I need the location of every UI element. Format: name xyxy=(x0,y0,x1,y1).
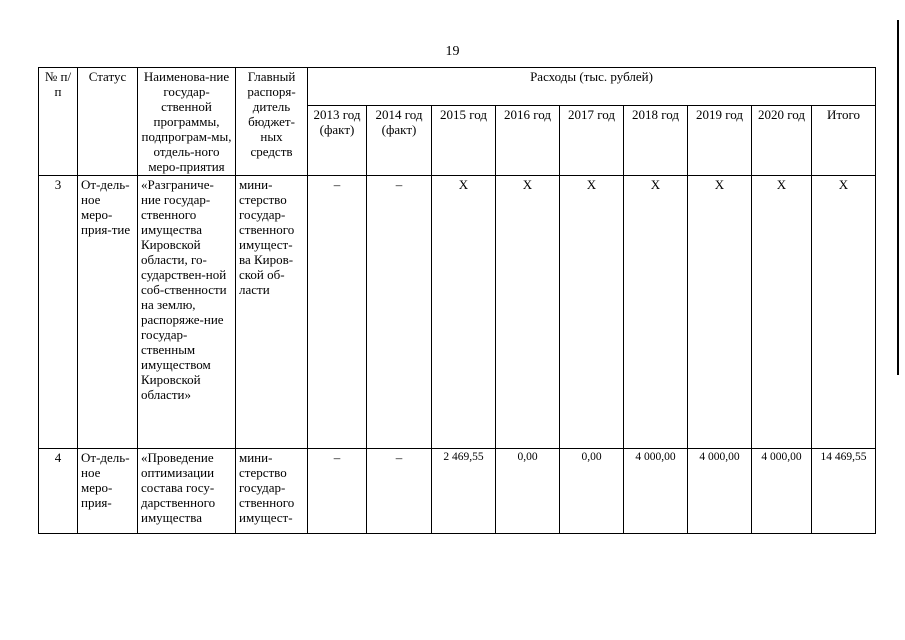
right-margin-rule xyxy=(897,20,899,375)
header-manager: Главный распоря-дитель бюджет-ных средств xyxy=(236,68,308,176)
header-year-2018: 2018 год xyxy=(624,106,688,176)
row-value-2013: – xyxy=(308,449,367,534)
row-name: «Проведение оптимизации состава госу-дарственного имущества xyxy=(138,449,236,534)
row-value-2017: Х xyxy=(560,176,624,449)
header-total: Итого xyxy=(812,106,876,176)
row-value-2014: – xyxy=(367,449,432,534)
header-year-2019: 2019 год xyxy=(688,106,752,176)
table-row xyxy=(39,176,876,449)
header-year-2013: 2013 год (факт) xyxy=(308,106,367,176)
header-no: № п/п xyxy=(39,68,78,176)
header-year-2020: 2020 год xyxy=(752,106,812,176)
row-status: От-дель-ное меро-прия- xyxy=(78,449,138,534)
row-value-2014: – xyxy=(367,176,432,449)
page-number: 19 xyxy=(445,44,460,59)
row-value-2020: Х xyxy=(752,176,812,449)
row-value-total: Х xyxy=(812,176,876,449)
row-value-2018: Х xyxy=(624,176,688,449)
row-value-2020: 4 000,00 xyxy=(752,449,812,534)
header-year-2017: 2017 год xyxy=(560,106,624,176)
row-manager: мини-стерство государ-ственного имущест- xyxy=(236,449,308,534)
row-value-total: 14 469,55 xyxy=(812,449,876,534)
header-year-2015: 2015 год xyxy=(432,106,496,176)
row-value-2019: Х xyxy=(688,176,752,449)
expenses-table xyxy=(38,67,876,534)
header-status: Статус xyxy=(78,68,138,176)
header-row-1 xyxy=(39,68,876,106)
row-value-2015: 2 469,55 xyxy=(432,449,496,534)
row-no: 4 xyxy=(39,449,78,534)
row-value-2015: Х xyxy=(432,176,496,449)
row-name: «Разграниче-ние государ-ственного имущества Кировской области, го-сударствен-ной соб-ственности на землю, распоряже-ние государ-ственным имуществом Кировской области» xyxy=(138,176,236,449)
row-value-2016: Х xyxy=(496,176,560,449)
header-expenses: Расходы (тыс. рублей) xyxy=(308,68,876,106)
table-row xyxy=(39,449,876,534)
row-status: От-дель-ное меро-прия-тие xyxy=(78,176,138,449)
row-value-2019: 4 000,00 xyxy=(688,449,752,534)
header-name: Наименова-ние государ-ственной программы, подпрограм-мы, отдель-ного меро-приятия xyxy=(138,68,236,176)
header-year-2016: 2016 год xyxy=(496,106,560,176)
row-no: 3 xyxy=(39,176,78,449)
header-year-2014: 2014 год (факт) xyxy=(367,106,432,176)
row-value-2016: 0,00 xyxy=(496,449,560,534)
row-manager: мини-стерство государ-ственного имущест-ва Киров-ской об-ласти xyxy=(236,176,308,449)
row-value-2013: – xyxy=(308,176,367,449)
row-value-2018: 4 000,00 xyxy=(624,449,688,534)
row-value-2017: 0,00 xyxy=(560,449,624,534)
